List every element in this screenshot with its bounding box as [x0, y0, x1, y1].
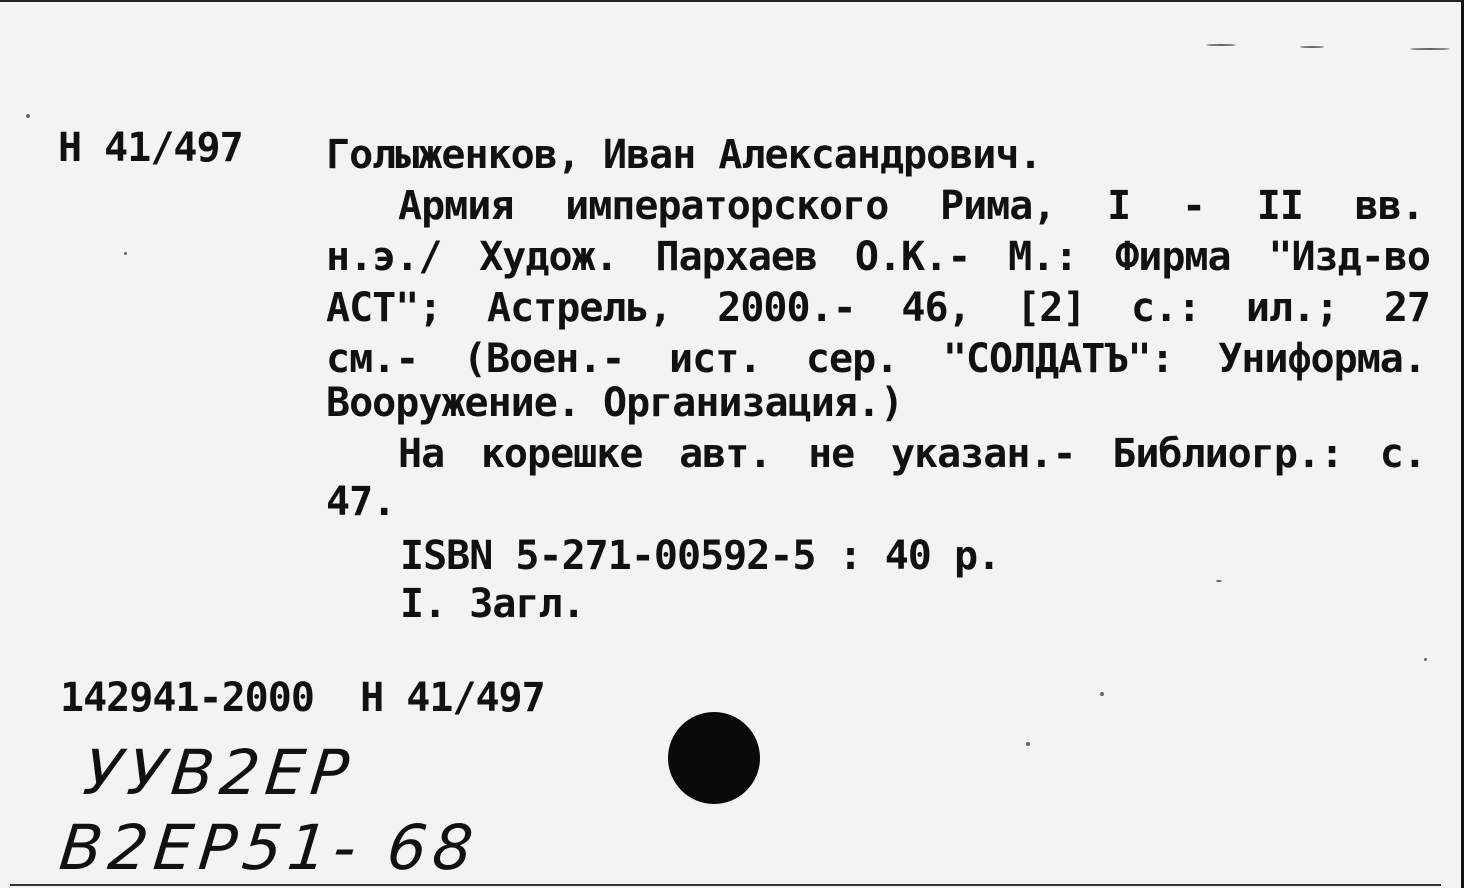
call-number: Н 41/497 [58, 125, 243, 171]
ink-speck [1300, 46, 1324, 48]
title-line-4 [326, 336, 1426, 382]
word: "Изд-во [1268, 234, 1430, 280]
punch-hole-icon [668, 712, 760, 804]
word: Библиогр.: [1112, 431, 1344, 477]
word: ист. [669, 336, 762, 382]
word: императорского [565, 183, 889, 229]
accession-number: 142941-2000 Н 41/497 [60, 675, 545, 721]
word: Униформа. [1218, 336, 1426, 382]
ink-speck [1410, 48, 1450, 50]
word: На [398, 431, 445, 477]
ink-speck [1100, 692, 1104, 696]
word: указан.- [890, 431, 1076, 477]
ink-speck [1026, 742, 1030, 746]
title-line-1 [398, 183, 1424, 229]
word: сер. [805, 336, 899, 382]
word: корешке [480, 431, 643, 477]
word: О.К.- [854, 234, 971, 280]
word: [2] [1016, 285, 1086, 331]
word: Астрель, [487, 285, 672, 331]
ink-speck [26, 114, 30, 118]
word: М.: [1008, 234, 1078, 280]
word: - [1181, 183, 1206, 229]
handwritten-classification: В2ЕР51- 68 [56, 811, 483, 884]
word: 2000.- [717, 285, 856, 331]
word: Рима, [940, 183, 1056, 229]
word: 46, [901, 285, 971, 331]
word: вв. [1354, 183, 1424, 229]
word: см.- [326, 336, 419, 382]
word: Фирма [1115, 234, 1231, 280]
added-entry: I. Загл. [400, 581, 585, 627]
word: Худож. [479, 234, 618, 280]
ink-speck [1206, 44, 1236, 46]
word: авт. [679, 431, 772, 477]
handwritten-shelf-mark: УУВ2ЕР [80, 736, 358, 809]
ink-speck [1424, 658, 1427, 661]
word: ил.; [1245, 285, 1339, 331]
word: не [808, 431, 855, 477]
isbn-line: ISBN 5-271-00592-5 : 40 р. [400, 533, 1001, 579]
word: "СОЛДАТЪ": [942, 336, 1174, 382]
title-line-5: Вооружение. Организация.) [326, 380, 904, 426]
ink-speck [1216, 580, 1222, 582]
author-heading: Голыженков, Иван Александрович. [326, 132, 1042, 178]
word: Армия [398, 183, 514, 229]
card-bottom-edge [10, 884, 1441, 886]
word: с. [1379, 431, 1426, 477]
ink-speck [124, 252, 127, 255]
title-line-2 [326, 234, 1430, 280]
word: (Воен.- [462, 336, 625, 382]
word: I [1107, 183, 1131, 229]
word: АСТ"; [326, 285, 442, 331]
note-line-1 [398, 431, 1426, 477]
word: 27 [1383, 285, 1430, 331]
word: II [1256, 183, 1303, 229]
word: Пархаев [655, 234, 818, 280]
note-line-2: 47. [326, 479, 396, 525]
word: с.: [1131, 285, 1201, 331]
title-line-3 [326, 285, 1430, 331]
word: н.э./ [326, 234, 442, 280]
